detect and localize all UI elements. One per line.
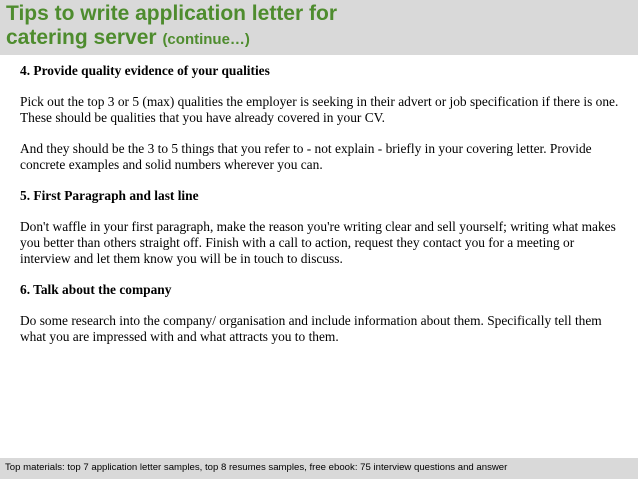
title-line-2: catering server [6,26,157,49]
section-company [20,282,625,345]
slide-title [6,2,337,52]
slide-content [20,63,625,360]
footer-band [0,458,638,479]
title-line-1: Tips to write application letter for [6,2,337,25]
footer-text: Top materials: top 7 application letter samples, top 8 resumes samples, free ebook: 75 interview questions and answer [5,462,508,473]
section-paragraph: Pick out the top 3 or 5 (max) qualities the employer is seeking in their advert or job specification if there is one. These should be qualities that you have already covered in your CV. [20,94,619,125]
section-heading: 6. Talk about the company [20,282,172,297]
section-paragraph: Don't waffle in your first paragraph, make the reason you're writing clear and sell yourself; writing what makes you better than others straight off. Finish with a call to action, request they contact you for a meeting or interview and let them know you will be in touch to discuss. [20,219,616,266]
section-paragraph: Do some research into the company/ organisation and include information about them. Specifically tell them what you are impressed with and what attracts you to them. [20,313,602,344]
section-paragraph: And they should be the 3 to 5 things that you refer to - not explain - briefly in your covering letter. Provide concrete examples and solid numbers wherever you can. [20,141,592,172]
section-heading: 4. Provide quality evidence of your qualities [20,63,270,78]
title-suffix: (continue…) [162,31,250,48]
section-heading: 5. First Paragraph and last line [20,188,199,203]
section-quality-evidence [20,63,625,173]
title-band [0,0,638,55]
section-first-paragraph [20,188,625,267]
